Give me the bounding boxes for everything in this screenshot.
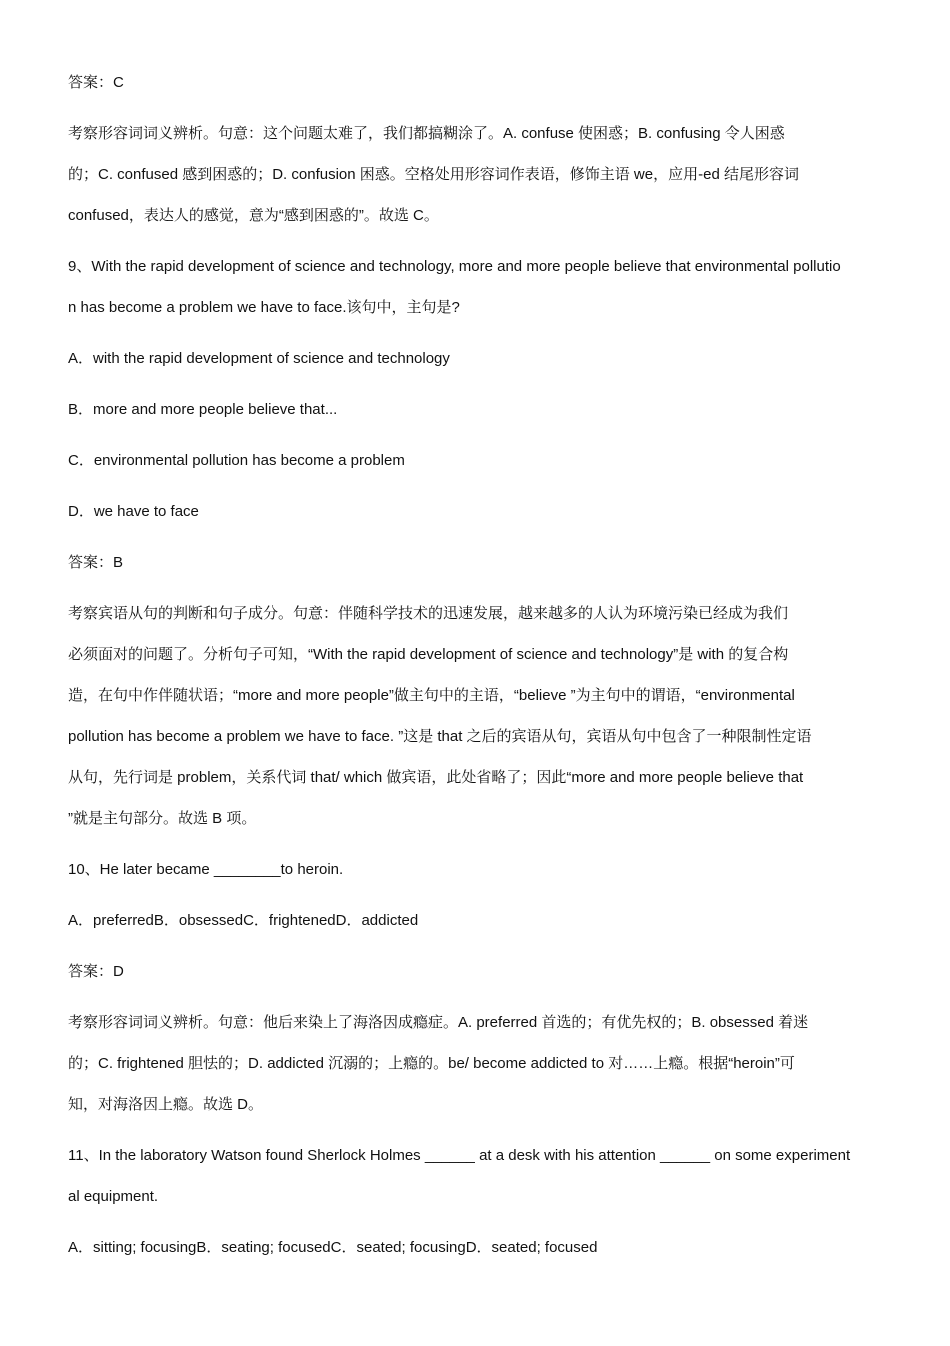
q11-stem-line: 11、In the laboratory Watson found Sherlock Holmes ______ at a desk with his attention ______ on some experiment: [68, 1147, 851, 1164]
q9-option-b: B．more and more people believe that...: [68, 401, 338, 418]
q11-stem: [68, 1135, 882, 1217]
q10-explanation: [68, 1002, 882, 1125]
q10-explanation-line: 考察形容词词义辨析。句意：他后来染上了海洛因成瘾症。A. preferred 首选的；有优先权的；B. obsessed 着迷: [68, 1014, 809, 1031]
q9-stem-line: 9、With the rapid development of science and technology, more and more people believe that environmental pollutio: [68, 258, 841, 275]
q8-explanation: [68, 113, 882, 236]
q9-explanation-line: ”就是主句部分。故选 B 项。: [68, 810, 257, 827]
q9-explanation: [68, 593, 882, 839]
q9-explanation-line: 从句，先行词是 problem，关系代词 that/ which 做宾语，此处省略了；因此“more and more people believe that: [68, 769, 804, 786]
q9-stem: [68, 246, 882, 328]
q10-stem: 10、He later became ________to heroin.: [68, 861, 344, 878]
q10-answer: 答案：D: [68, 963, 124, 980]
q8-explanation-line: confused，表达人的感觉，意为“感到困惑的”。故选 C。: [68, 207, 439, 224]
q9-option-a: A．with the rapid development of science and technology: [68, 350, 450, 367]
q8-explanation-line: 的；C. confused 感到困惑的；D. confusion 困惑。空格处用形容词作表语，修饰主语 we，应用-ed 结尾形容词: [68, 166, 799, 183]
q9-explanation-line: 考察宾语从句的判断和句子成分。句意：伴随科学技术的迅速发展，越来越多的人认为环境污染已经成为我们: [68, 605, 789, 622]
q9-explanation-line: pollution has become a problem we have to face. ”这是 that 之后的宾语从句，宾语从句中包含了一种限制性定语: [68, 728, 812, 745]
q11-options: A．sitting; focusingB．seating; focusedC．seated; focusingD．seated; focused: [68, 1239, 598, 1256]
q9-answer: 答案：B: [68, 554, 124, 571]
q9-explanation-line: 必须面对的问题了。分析句子可知，“With the rapid development of science and technology”是 with 的复合构: [68, 646, 789, 663]
q10-explanation-line: 的；C. frightened 胆怯的；D. addicted 沉溺的；上瘾的。be/ become addicted to 对……上瘾。根据“heroin”可: [68, 1055, 795, 1072]
q10-explanation-line: 知，对海洛因上瘾。故选 D。: [68, 1096, 264, 1113]
q9-explanation-line: 造，在句中作伴随状语；“more and more people”做主句中的主语，“believe ”为主句中的谓语，“environmental: [68, 687, 795, 704]
q9-option-c: C．environmental pollution has become a problem: [68, 452, 405, 469]
q10-options: A．preferredB．obsessedC．frightenedD．addicted: [68, 912, 419, 929]
q9-option-d: D．we have to face: [68, 503, 199, 520]
q11-stem-line: al equipment.: [68, 1188, 159, 1205]
q8-explanation-line: 考察形容词词义辨析。句意：这个问题太难了，我们都搞糊涂了。A. confuse 使困惑；B. confusing 令人困惑: [68, 125, 785, 142]
q9-stem-line: n has become a problem we have to face.该句中，主句是?: [68, 299, 460, 316]
q8-answer: 答案：C: [68, 74, 124, 91]
